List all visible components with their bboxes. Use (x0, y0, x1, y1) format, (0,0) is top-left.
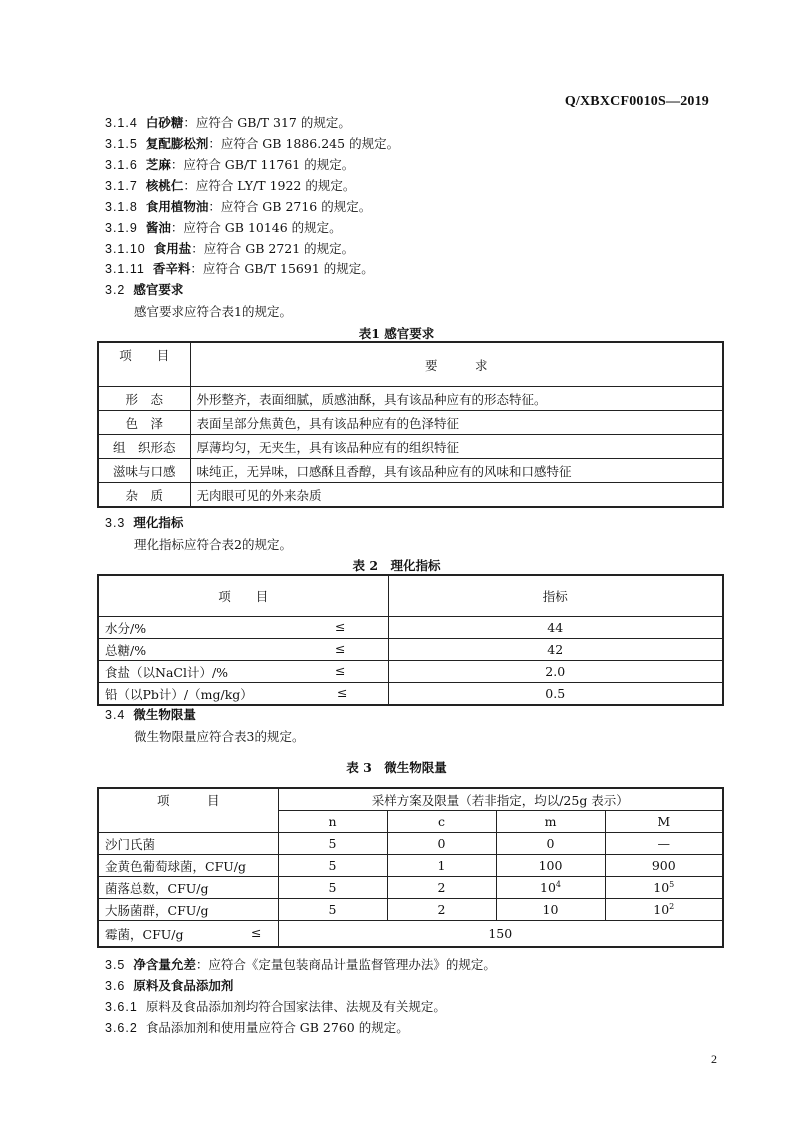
clause-3-1-4 (105, 114, 351, 132)
row-symbol: ≤ (335, 662, 346, 678)
power-exponent: 4 (555, 879, 561, 889)
power-exponent: 2 (669, 901, 675, 911)
row-requirement: 无肉眼可见的外来杂质 (190, 483, 723, 508)
section-number: 3.6 (105, 979, 126, 993)
row-item: 形 态 (98, 387, 190, 411)
power-base: 10 (540, 880, 556, 895)
row-value: 2.0 (388, 661, 723, 683)
row-requirement: 味纯正，无异味，口感酥且香醇，具有该品种应有的风味和口感特征 (190, 459, 723, 483)
row-item: 大肠菌群，CFU/g (98, 899, 278, 921)
clause-number: 3.1.7 (105, 179, 138, 193)
clause-3-1-10 (105, 240, 354, 258)
row-item-label: 水分/% (105, 620, 147, 636)
section-heading-3-6 (105, 977, 233, 995)
clause-name: 食用植物油 (145, 199, 209, 214)
table-header-item: 项 目 (98, 788, 278, 833)
document-code: Q/XBXCF0010S—2019 (564, 94, 709, 109)
row-item: 色 泽 (98, 411, 190, 435)
physicochemical-table (97, 574, 724, 706)
row-c: 1 (387, 855, 496, 877)
clause-text: ：应符合 GB 2716 的规定。 (208, 199, 372, 214)
row-item (98, 921, 278, 948)
row-value: 150 (278, 921, 723, 948)
row-item (98, 661, 388, 683)
row-item: 杂 质 (98, 483, 190, 508)
clause-name: 食用盐 (153, 241, 192, 256)
row-value: 42 (388, 639, 723, 661)
row-item: 金黄色葡萄球菌，CFU/g (98, 855, 278, 877)
clause-3-1-7 (105, 177, 355, 195)
clause-text: ：应符合 GB 2721 的规定。 (191, 241, 355, 256)
row-n: 5 (278, 855, 387, 877)
row-c: 2 (387, 877, 496, 899)
clause-name: 核桃仁 (145, 178, 184, 193)
clause-text: 食品添加剂和使用量应符合 GB 2760 的规定。 (145, 1020, 409, 1035)
column-c: c (387, 811, 496, 833)
section-text: ：应符合《定量包装商品计量监督管理办法》的规定。 (195, 957, 496, 972)
clause-number: 3.6.1 (105, 1000, 138, 1014)
section-number: 3.2 (105, 283, 126, 297)
row-item: 滋味与口感 (98, 459, 190, 483)
row-item-label: 总糖/% (105, 642, 147, 658)
row-symbol: ≤ (251, 924, 262, 940)
table-row (98, 855, 723, 877)
table-header-item: 项 目 (98, 342, 190, 387)
row-m (496, 877, 605, 899)
clause-name: 酱油 (145, 220, 171, 235)
row-M: — (605, 833, 723, 855)
row-value: 0.5 (388, 683, 723, 706)
table-row (98, 411, 723, 435)
clause-text: ：应符合 LY/T 1922 的规定。 (183, 178, 356, 193)
microbial-table (97, 787, 724, 948)
clause-3-6-1 (105, 998, 446, 1016)
clause-text: ：应符合 GB 10146 的规定。 (170, 220, 342, 235)
row-c: 2 (387, 899, 496, 921)
table-header-sampling-plan: 采样方案及限量（若非指定，均以/25g 表示） (278, 788, 723, 811)
row-m: 10 (496, 899, 605, 921)
table-row (98, 877, 723, 899)
table2-caption: 表 2 理化指标 (352, 558, 441, 573)
row-item: 组 织形态 (98, 435, 190, 459)
row-item-label: 食盐（以NaCl计）/% (105, 664, 229, 680)
column-n: n (278, 811, 387, 833)
clause-3-1-9 (105, 219, 342, 237)
row-item: 菌落总数，CFU/g (98, 877, 278, 899)
clause-number: 3.1.8 (105, 200, 138, 214)
table-row (98, 459, 723, 483)
clause-number: 3.1.10 (105, 242, 146, 256)
row-value: 44 (388, 617, 723, 639)
power-base: 10 (653, 902, 670, 917)
table-row (98, 483, 723, 508)
section-title: 原料及食品添加剂 (133, 978, 234, 993)
section-heading-3-5 (105, 956, 496, 974)
table-row (98, 387, 723, 411)
clause-number: 3.1.11 (105, 262, 145, 276)
row-n: 5 (278, 833, 387, 855)
section-title: 感官要求 (133, 282, 184, 297)
row-c: 0 (387, 833, 496, 855)
clause-number: 3.6.2 (105, 1021, 138, 1035)
clause-name: 芝麻 (145, 157, 171, 172)
section-intro: 理化指标应符合表2的规定。 (134, 537, 292, 552)
row-n: 5 (278, 877, 387, 899)
section-heading-3-3 (105, 514, 183, 532)
section-title: 微生物限量 (133, 707, 196, 722)
row-item-label: 霉菌，CFU/g (105, 926, 184, 942)
table-header-row (98, 342, 723, 387)
section-intro: 感官要求应符合表1的规定。 (134, 304, 292, 319)
row-requirement: 厚薄均匀，无夹生，具有该品种应有的组织特征 (190, 435, 723, 459)
table-row (98, 833, 723, 855)
clause-text: ：应符合 GB/T 317 的规定。 (183, 115, 351, 130)
row-requirement: 表面呈部分焦黄色，具有该品种应有的色泽特征 (190, 411, 723, 435)
table-header-requirement: 要 求 (190, 342, 723, 387)
clause-3-1-5 (105, 135, 399, 153)
section-heading-3-4 (105, 706, 196, 724)
clause-text: ：应符合 GB/T 11761 的规定。 (170, 157, 355, 172)
clause-number: 3.1.6 (105, 158, 138, 172)
page-number: 2 (711, 1052, 717, 1066)
section-heading-3-2 (105, 281, 183, 299)
clause-3-1-11 (105, 260, 374, 278)
clause-number: 3.1.4 (105, 116, 138, 130)
table-row (98, 639, 723, 661)
clause-text: ：应符合 GB/T 15691 的规定。 (190, 261, 374, 276)
clause-text: ：应符合 GB 1886.245 的规定。 (208, 136, 400, 151)
row-m: 100 (496, 855, 605, 877)
table-row (98, 921, 723, 948)
clause-number: 3.1.5 (105, 137, 138, 151)
row-item: 沙门氏菌 (98, 833, 278, 855)
table-header-row (98, 575, 723, 617)
column-m: m (496, 811, 605, 833)
table3-caption: 表 3 微生物限量 (346, 760, 447, 775)
table-header-item: 项 目 (98, 575, 388, 617)
section-intro: 微生物限量应符合表3的规定。 (134, 729, 305, 744)
section-title: 理化指标 (133, 515, 184, 530)
clause-number: 3.1.9 (105, 221, 138, 235)
table-header-row (98, 788, 723, 811)
column-M: M (605, 811, 723, 833)
sensory-table (97, 341, 724, 508)
clause-text: 原料及食品添加剂均符合国家法律、法规及有关规定。 (145, 999, 446, 1014)
row-n: 5 (278, 899, 387, 921)
table-row (98, 683, 723, 706)
section-number: 3.3 (105, 516, 126, 530)
row-m: 0 (496, 833, 605, 855)
row-item (98, 639, 388, 661)
row-item-label: 铅（以Pb计）/（mg/kg） (105, 686, 253, 702)
table-row (98, 617, 723, 639)
row-item (98, 683, 388, 706)
section-number: 3.5 (105, 958, 126, 972)
table-row (98, 435, 723, 459)
clause-name: 香辛料 (152, 261, 191, 276)
table-row (98, 661, 723, 683)
row-symbol: ≤ (335, 640, 346, 656)
row-M (605, 877, 723, 899)
table-header-value: 指标 (388, 575, 723, 617)
power-base: 10 (653, 880, 670, 895)
row-symbol: ≤ (335, 618, 346, 634)
row-requirement: 外形整齐，表面细腻，质感油酥，具有该品种应有的形态特征。 (190, 387, 723, 411)
clause-3-1-6 (105, 156, 354, 174)
clause-name: 白砂糖 (145, 115, 184, 130)
table1-caption: 表1 感官要求 (358, 326, 435, 341)
section-number: 3.4 (105, 708, 126, 722)
power-exponent: 5 (669, 879, 675, 889)
row-M (605, 899, 723, 921)
clause-3-1-8 (105, 198, 371, 216)
row-M: 900 (605, 855, 723, 877)
section-title: 净含量允差 (133, 957, 196, 972)
row-symbol: ≤ (337, 684, 348, 700)
table-row (98, 899, 723, 921)
row-item (98, 617, 388, 639)
clause-3-6-2 (105, 1019, 409, 1037)
clause-name: 复配膨松剂 (145, 136, 209, 151)
